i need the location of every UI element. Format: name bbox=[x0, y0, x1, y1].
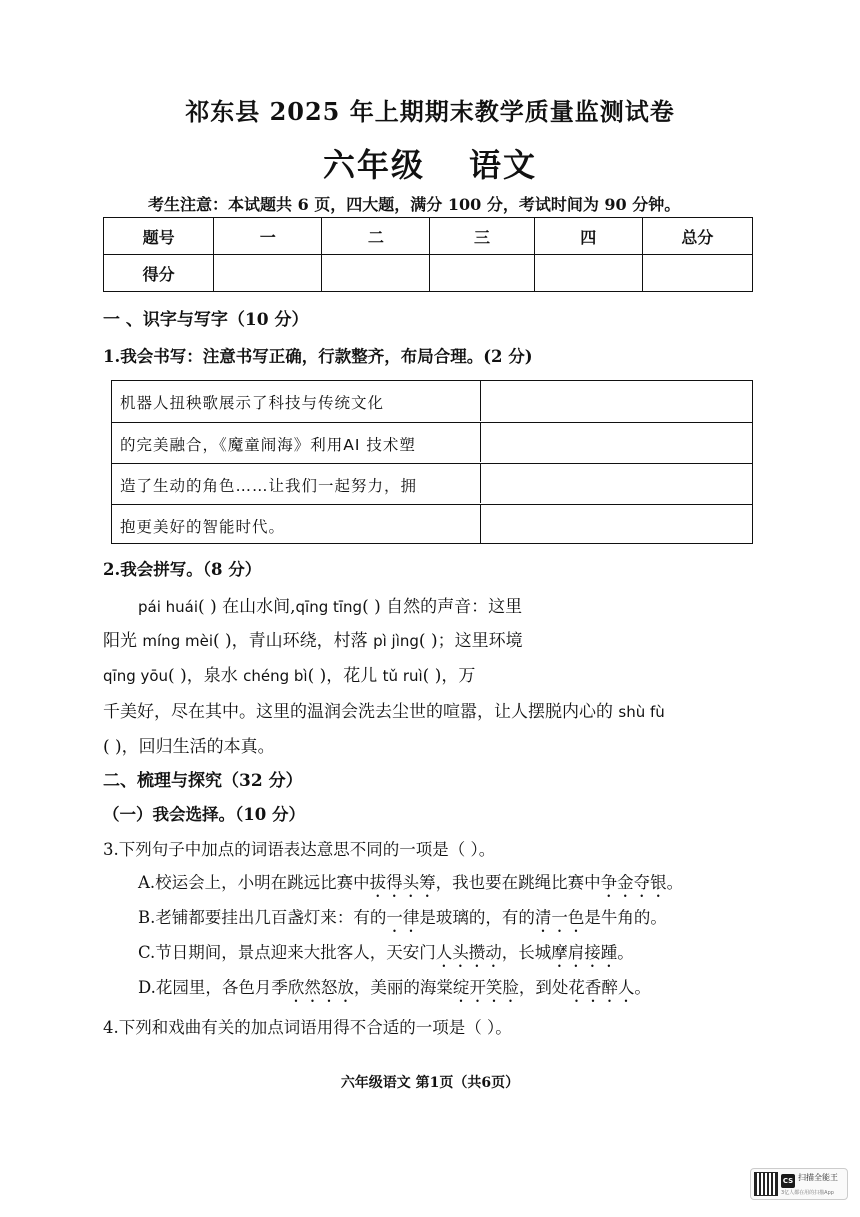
dotted-word: 一律 bbox=[386, 908, 420, 927]
score-cell[interactable] bbox=[534, 255, 642, 292]
score-cell[interactable] bbox=[430, 255, 534, 292]
pinyin-line-3 bbox=[103, 661, 475, 686]
copy-text-line: 造了生动的角色……让我们一起努力，拥 bbox=[120, 477, 418, 495]
score-row-label: 得分 bbox=[104, 255, 214, 292]
score-cell[interactable] bbox=[322, 255, 430, 292]
score-cell[interactable] bbox=[642, 255, 752, 292]
section2-heading: 二、梳理与探究（32 分） bbox=[103, 771, 303, 791]
camscanner-logo-icon: CS bbox=[781, 1174, 795, 1188]
option-text: C.节日期间，景点迎来大批客人，天安门 bbox=[138, 943, 436, 962]
score-header-cell: 题号 bbox=[104, 218, 214, 255]
subject-label: 语文 bbox=[469, 146, 538, 184]
dotted-word: 欣然怒放 bbox=[287, 978, 354, 997]
copy-row bbox=[112, 422, 752, 462]
q2-prompt: 2.我会拼写。（8 分） bbox=[103, 560, 262, 579]
option-b[interactable] bbox=[138, 904, 667, 936]
option-c[interactable] bbox=[138, 939, 634, 971]
pinyin-line-4 bbox=[103, 697, 665, 722]
copy-divider bbox=[480, 423, 481, 462]
copy-row bbox=[112, 381, 752, 421]
pinyin-word: míng mèi bbox=[142, 632, 213, 650]
pinyin-word: qīng yōu bbox=[103, 667, 169, 685]
option-text: 。 bbox=[617, 943, 634, 962]
exam-subtitle bbox=[0, 140, 860, 186]
section2-sub1-heading: （一）我会选择。（10 分） bbox=[103, 805, 305, 824]
q1-prompt: 1.我会书写：注意书写正确，行款整齐，布局合理。(2 分) bbox=[103, 347, 533, 366]
answer-blank[interactable]: ( )，花儿 bbox=[307, 666, 383, 686]
score-header-cell: 二 bbox=[322, 218, 430, 255]
answer-blank[interactable]: ( )；这里环境 bbox=[418, 631, 523, 651]
para-text: 千美好，尽在其中。这里的温润会洗去尘世的喧嚣，让人摆脱内心的 bbox=[103, 702, 619, 722]
copy-text-line: 的完美融合，《魔童闹海》利用AI 技术塑 bbox=[120, 436, 416, 454]
answer-blank[interactable]: ( )，青山环绕，村落 bbox=[213, 631, 374, 651]
answer-blank[interactable]: ( )，万 bbox=[422, 666, 476, 686]
copy-row bbox=[112, 504, 752, 544]
score-table bbox=[103, 217, 753, 292]
answer-blank[interactable]: ( ) 在山水间, bbox=[198, 597, 296, 617]
dotted-word: 拔得头筹 bbox=[369, 873, 436, 892]
scanner-watermark bbox=[750, 1168, 848, 1200]
pinyin-word: pì jìng bbox=[373, 632, 419, 650]
dotted-word: 绽开笑脸 bbox=[452, 978, 519, 997]
score-header-cell: 一 bbox=[214, 218, 322, 255]
q3-prompt: 3.下列句子中加点的词语表达意思不同的一项是（ ）。 bbox=[103, 840, 496, 859]
exam-notice: 考生注意：本试题共 6 页，四大题，满分 100 分，考试时间为 90 分钟。 bbox=[148, 195, 681, 214]
grade-label: 六年级 bbox=[322, 146, 425, 184]
dotted-word: 摩肩接踵 bbox=[551, 943, 618, 962]
copy-text-line: 机器人扭秧歌展示了科技与传统文化 bbox=[120, 394, 385, 412]
score-cell[interactable] bbox=[214, 255, 322, 292]
copy-divider bbox=[480, 464, 481, 503]
answer-blank[interactable]: ( )，泉水 bbox=[168, 666, 244, 686]
score-header-cell: 总分 bbox=[642, 218, 752, 255]
score-table-score-row bbox=[104, 255, 753, 292]
option-text: D.花园里，各色月季 bbox=[138, 978, 288, 997]
copy-writing-box bbox=[111, 380, 753, 544]
dotted-word: 争金夺银 bbox=[600, 873, 667, 892]
qr-code-icon bbox=[754, 1172, 778, 1196]
pinyin-line-2 bbox=[103, 626, 523, 651]
answer-blank[interactable]: ( )，回归生活的本真。 bbox=[103, 737, 275, 757]
score-table-header-row bbox=[104, 218, 753, 255]
para-text: 阳光 bbox=[103, 631, 143, 651]
option-d[interactable] bbox=[138, 974, 651, 1006]
copy-row bbox=[112, 463, 752, 503]
option-text: 是玻璃的，有的 bbox=[419, 908, 535, 927]
q4-prompt: 4.下列和戏曲有关的加点词语用得不合适的一项是（ ）。 bbox=[103, 1018, 512, 1037]
option-a[interactable] bbox=[138, 869, 683, 901]
option-text: ，到处 bbox=[518, 978, 569, 997]
option-text: 。 bbox=[666, 873, 684, 892]
exam-title: 祁东县 2025 年上期期末教学质量监测试卷 bbox=[185, 97, 675, 126]
pinyin-line-1 bbox=[138, 592, 522, 617]
pinyin-word: tǔ ruì bbox=[382, 667, 423, 685]
watermark-subtitle: 3亿人都在用的扫描App bbox=[781, 1190, 834, 1196]
score-header-cell: 四 bbox=[534, 218, 642, 255]
score-header-cell: 三 bbox=[430, 218, 534, 255]
pinyin-word: pái huái bbox=[138, 598, 199, 616]
answer-blank[interactable]: ( ) 自然的声音：这里 bbox=[362, 597, 523, 617]
copy-divider bbox=[480, 505, 481, 544]
option-text: A.校运会上，小明在跳远比赛中 bbox=[138, 873, 370, 892]
option-text: ，美丽的海棠 bbox=[353, 978, 453, 997]
watermark-title: 扫描全能王 bbox=[798, 1173, 838, 1182]
dotted-word: 人头攒动 bbox=[435, 943, 502, 962]
pinyin-word: shù fù bbox=[618, 703, 665, 721]
option-text: 。 bbox=[634, 978, 651, 997]
option-text: ，长城 bbox=[501, 943, 552, 962]
page-footer: 六年级语文 第1页（共6页） bbox=[340, 1075, 520, 1091]
option-text: ，我也要在跳绳比赛中 bbox=[435, 873, 601, 892]
pinyin-line-5 bbox=[103, 732, 275, 757]
copy-divider bbox=[480, 381, 481, 421]
section1-heading: 一 、识字与写字（10 分） bbox=[103, 310, 309, 330]
option-text: 是牛角的。 bbox=[584, 908, 667, 927]
pinyin-word: qīng tīng bbox=[295, 598, 363, 616]
dotted-word: 花香醉人 bbox=[568, 978, 635, 997]
pinyin-word: chéng bì bbox=[243, 667, 308, 685]
copy-text-line: 抱更美好的智能时代。 bbox=[120, 518, 286, 536]
dotted-word: 清一色 bbox=[534, 908, 585, 927]
option-text: B.老铺都要挂出几百盏灯来：有的 bbox=[138, 908, 387, 927]
